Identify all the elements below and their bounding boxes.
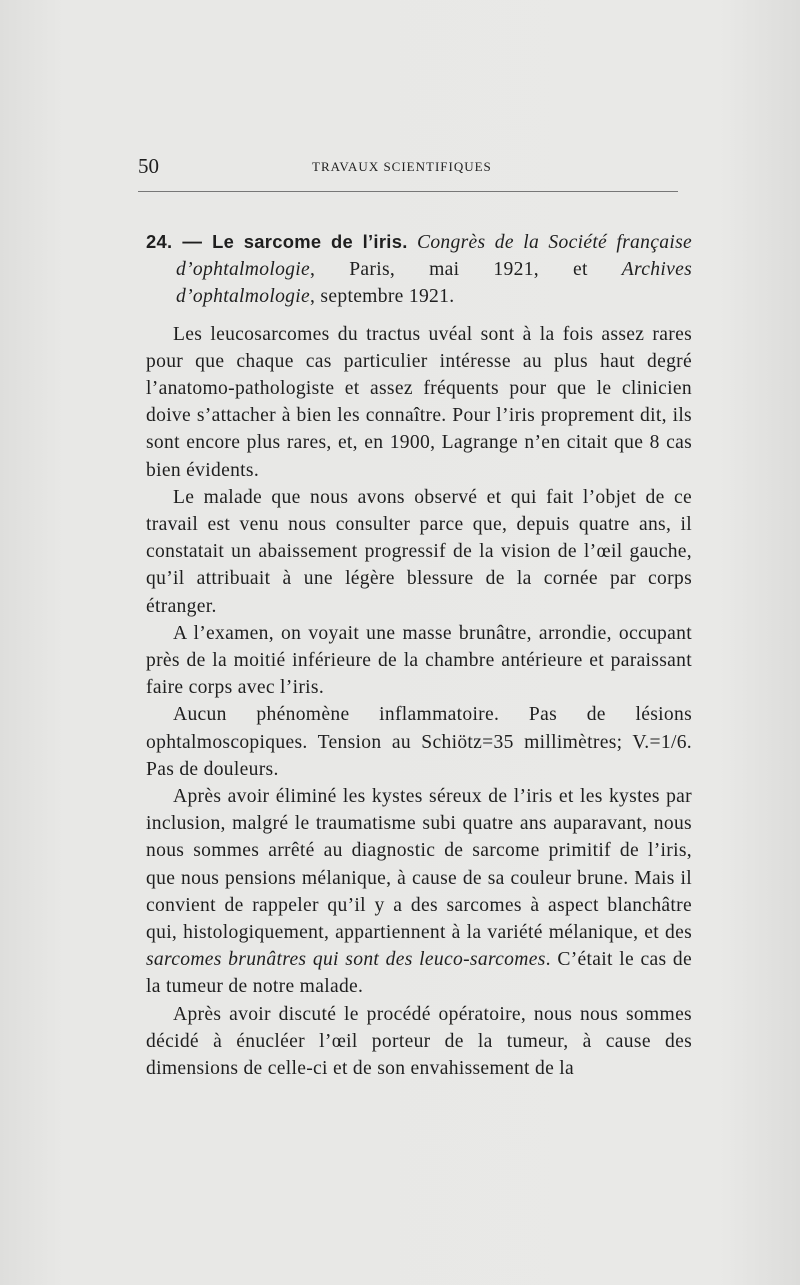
page-header	[138, 150, 678, 184]
diagnosis-text-end: . C’était le cas de la tumeur de notre malade.	[146, 949, 692, 998]
diagnosis-italic-term: sarcomes brunâtres qui sont des leuco-sarcomes	[146, 949, 546, 971]
entry-source-archives: Archives d’ophtalmologie	[176, 259, 692, 308]
running-title: TRAVAUX SCIENTIFIQUES	[312, 159, 492, 174]
entry-source-congress: Congrès de la Société française d’ophtalmologie	[176, 232, 693, 281]
bibliography-entry	[146, 228, 692, 311]
paragraph-treatment: Après avoir discuté le procédé opératoire, nous nous sommes décidé à énucléer l’œil porteur de la tumeur, à cause des dimensions de celle-ci et de son envahissement de la	[146, 1003, 692, 1080]
entry-dash: —	[172, 231, 213, 253]
article-body	[146, 228, 692, 1082]
paragraph-clinical-findings: Aucun phénomène inflammatoire. Pas de lésions ophtalmoscopiques. Tension au Schiötz=35 millimètres; V.=1/6. Pas de douleurs.	[146, 704, 692, 780]
paragraph-examination: A l’examen, on voyait une masse brunâtre, arrondie, occupant près de la moitié inférieure de la chambre antérieure et paraissant faire corps avec l’iris.	[146, 622, 692, 699]
diagnosis-text-start: Après avoir éliminé les kystes séreux de l’iris et les kystes par inclusion, malgré le traumatisme subi quatre ans auparavant, nous nous sommes arrêté au diagnostic de sarcome primitif de l’iris, que nous pensions mélanique, à cause de sa couleur brune. Mais il convient de rappeler qu’il y a des sarcomes à aspect blanchâtre qui, histologiquement, appartiennent à la variété mélanique, et des	[146, 786, 692, 944]
entry-title: Le sarcome de l’iris.	[212, 231, 408, 252]
entry-number: 24.	[146, 231, 173, 252]
entry-location-date: , Paris, mai 1921, et	[310, 259, 622, 281]
page-number: 50	[138, 154, 159, 178]
entry-archive-date: , septembre 1921.	[310, 286, 455, 308]
header-rule	[138, 191, 678, 192]
paragraph-introduction: Les leucosarcomes du tractus uvéal sont à la fois assez rares pour que chaque cas particulier intéresse au plus haut degré l’anatomo-pathologiste et assez fréquents pour que le clinicien doive s’attacher à bien les connaître. Pour l’iris proprement dit, ils sont encore plus rares, et, en 1900, Lagrange n’en citait que 8 cas bien évidents.	[146, 323, 692, 481]
paragraph-diagnosis	[146, 783, 692, 1001]
paragraph-patient-history: Le malade que nous avons observé et qui fait l’objet de ce travail est venu nous consulter parce que, depuis quatre ans, il constatait un abaissement progressif de la vision de l’œil gauche, qu’il attribuait à une légère blessure de la cornée par corps étranger.	[146, 486, 692, 617]
